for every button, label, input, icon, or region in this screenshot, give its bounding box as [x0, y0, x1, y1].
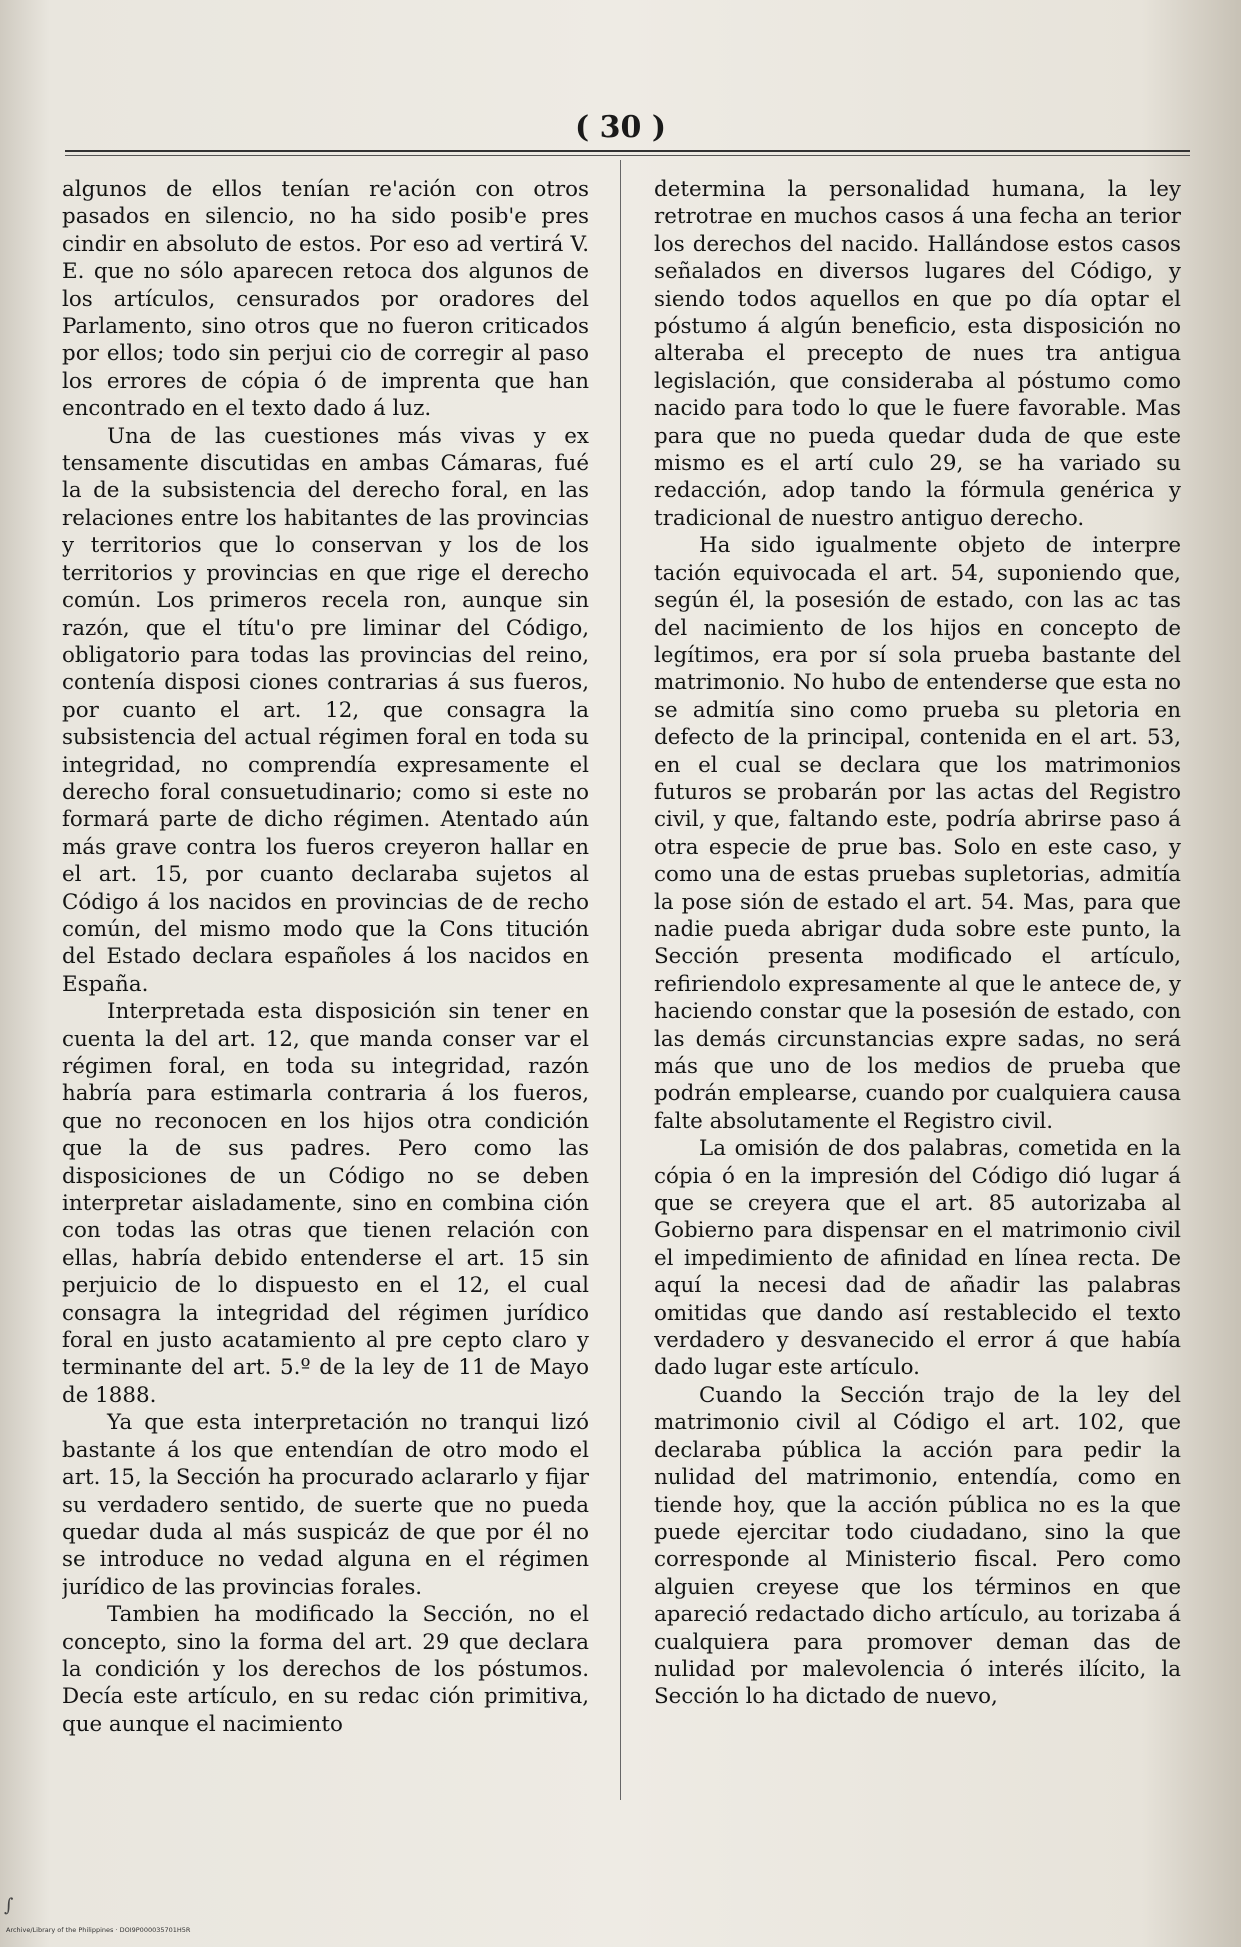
paragraph: Ya que esta interpretación no tranqui lizó bastante á los que entendían de otro modo el art. 15, la Sección ha procurado aclararlo y fijar su verdadero sentido, de suerte que no pueda quedar duda al más suspicáz de que por él no se introduce no vedad alguna en el régimen jurídico de las provincias forales.	[62, 1410, 589, 1600]
page-number: ( 30 )	[574, 110, 667, 145]
paragraph: algunos de ellos tenían re'ación con otros pasados en silencio, no ha sido posib'e pres cindir en absoluto de estos. Por eso ad vertirá V. E. que no sólo aparecen retoca dos algunos de los artículos, censurados por oradores del Parlamento, sino otros que no fueron criticados por ellos; todo sin perjui cio de corregir al paso los errores de cópia ó de imprenta que han encontrado en el texto dado á luz.	[62, 177, 589, 422]
paragraph: determina la personalidad humana, la ley retrotrae en muchos casos á una fecha an terior los derechos del nacido. Hallándose estos casos señalados en diversos lugares del Código, y siendo todos aquellos en que po día optar el póstumo á algún beneficio, esta disposición no alteraba el precepto de nues tra antigua legislación, que consideraba al póstumo como nacido para todo lo que le fuere favorable. Mas para que no pueda quedar duda de que este mismo es el artí culo 29, se ha variado su redacción, adop tando la fórmula genérica y tradicional de nuestro antiguo derecho.	[654, 177, 1181, 531]
right-column	[654, 176, 1181, 1796]
paragraph: Cuando la Sección trajo de la ley del matrimonio civil al Código el art. 102, que declaraba pública la acción para pedir la nulidad del matrimonio, entendía, como en tiende hoy, que la acción pública no es la que puede ejercitar todo ciudadano, sino la que corresponde al Ministerio fiscal. Pero como alguien creyese que los términos en que apareció redactado dicho artículo, au torizaba á cualquiera para promover deman das de nulidad por malevolencia ó interés ilícito, la Sección lo ha dictado de nuevo,	[654, 1382, 1181, 1710]
paragraph: Ha sido igualmente objeto de interpre tación equivocada el art. 54, suponiendo que, según él, la posesión de estado, con las ac tas del nacimiento de los hijos en concepto de legítimos, era por sí sola prueba bastante del matrimonio. No hubo de entenderse que esta no se admitía sino como prueba su pletoria en defecto de la principal, contenida en el art. 53, en el cual se declara que los matrimonios futuros se probarán por las actas del Registro civil, y que, faltando este, podría abrirse paso á otra especie de prue bas. Solo en este caso, y como una de estas pruebas supletorias, admitía la pose sión de estado el art. 54. Mas, para que nadie pueda abrigar duda sobre este punto, la Sección presenta modificado el artículo, refiriendolo expresamente al que le antece de, y haciendo constar que la posesión de estado, con las demás circunstancias expre sadas, no será más que uno de los medios de prueba que podrán emplearse, cuando por cualquiera causa falte absolutamente el Registro civil.	[654, 533, 1181, 1134]
paragraph: Tambien ha modificado la Sección, no el concepto, sino la forma del art. 29 que declara la condición y los derechos de los póstumos. Decía este artículo, en su redac ción primitiva, que aunque el nacimiento	[62, 1602, 589, 1737]
binding-mark-icon: ∫	[4, 1895, 14, 1916]
header-rule-thin	[65, 155, 1190, 156]
archive-footer: Archive/Library of the Philippines · DOI9P000035701H5R	[6, 1926, 191, 1934]
paragraph: Una de las cuestiones más vivas y ex tensamente discutidas en ambas Cámaras, fué la de la subsistencia del derecho foral, en las relaciones entre los habitantes de las provincias y territorios que lo conservan y los de los territorios y provincias en que rige el derecho común. Los primeros recela ron, aunque sin razón, que el títu'o pre liminar del Código, obligatorio para todas las provincias del reino, contenía disposi ciones contrarias á sus fueros, por cuanto el art. 12, que consagra la subsistencia del actual régimen foral en toda su integridad, no comprendía expresamente el derecho foral consuetudinario; como si este no formará parte de dicho régimen. Atentado aún más grave contra los fueros creyeron hallar en el art. 15, por cuanto declaraba sujetos al Código á los nacidos en provincias de de recho común, del mismo modo que la Cons titución del Estado declara españoles á los nacidos en España.	[62, 423, 589, 997]
paragraph: Interpretada esta disposición sin tener en cuenta la del art. 12, que manda conser var el régimen foral, en toda su integridad, razón habría para estimarla contraria á los fueros, que no reconocen en los hijos otra condición que la de sus padres. Pero como las disposiciones de un Código no se deben interpretar aisladamente, sino en combina ción con todas las otras que tienen relación con ellas, habría debido entenderse el art. 15 sin perjuicio de lo dispuesto en el 12, el cual consagra la integridad del régimen jurídico foral en justo acatamiento al pre cepto claro y terminante del art. 5.º de la ley de 11 de Mayo de 1888.	[62, 999, 589, 1408]
header-rule	[65, 150, 1190, 152]
left-column	[62, 176, 589, 1796]
paragraph: La omisión de dos palabras, cometida en la cópia ó en la impresión del Código dió lugar á que se creyera que el art. 85 autorizaba al Gobierno para dispensar en el matrimonio civil el impedimiento de afinidad en línea recta. De aquí la necesi dad de añadir las palabras omitidas que dando así restablecido el texto verdadero y desvanecido el error á que había dado lugar este artículo.	[654, 1136, 1181, 1381]
column-divider	[620, 160, 621, 1800]
